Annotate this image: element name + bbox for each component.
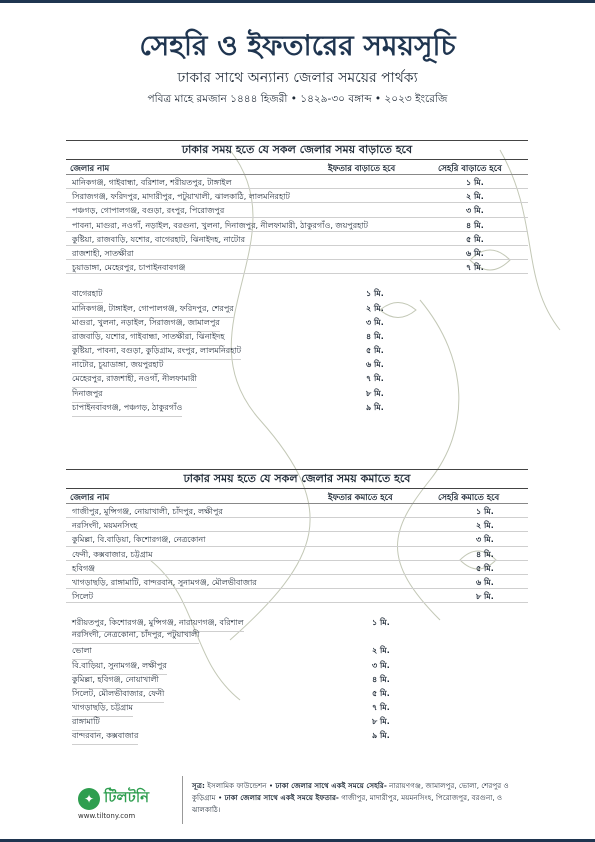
- iftar-add-list: [66, 286, 528, 414]
- page-subtitle: ঢাকার সাথে অন্যান্য জেলার সময়ের পার্থক্য: [177, 70, 418, 86]
- table-row: [66, 504, 528, 518]
- district-names: দিনাজপুর: [72, 388, 103, 403]
- list-item: [66, 357, 528, 371]
- list-item: [66, 643, 528, 657]
- district-names: খাগড়াছড়ি, চট্টগ্রাম: [72, 702, 133, 717]
- district-names: মানিকগঞ্জ, টাঙ্গাইল, গোপালগঞ্জ, ফরিদপুর, শেরপুর: [72, 303, 234, 318]
- minutes-value: ৪ মি.: [372, 674, 390, 684]
- district-names: সিরাজগঞ্জ, ফরিদপুর, মাদারীপুর, পটুয়াখালী, ঝালকাঠি, লালমনিরহাট: [72, 192, 290, 202]
- district-names: পাবনা, মাগুরা, নওগাঁ, নড়াইল, বরগুনা, খুলনা, দিনাজপুর, নীলফামারী, ঠাকুরগাঁও, জয়পুরহাট: [72, 220, 369, 230]
- col-district: জেলার নাম: [70, 163, 110, 173]
- district-names: বাগেরহাট: [72, 288, 103, 303]
- list-item: [66, 386, 528, 400]
- iftar-subtract-list: [66, 615, 528, 742]
- district-names-cont: নরসিংদী, নেত্রকোনা, চাঁদপুর, পটুয়াখালী: [72, 629, 199, 644]
- minutes-value: ৩ মি.: [476, 535, 494, 545]
- source-label: সূত্র:: [192, 781, 205, 790]
- minutes-value: ১ মি.: [476, 507, 494, 516]
- list-item: [66, 286, 528, 300]
- list-item: [66, 672, 528, 686]
- list-item: [66, 686, 528, 700]
- minutes-value: ৭ মি.: [366, 374, 384, 384]
- table-row: [66, 260, 528, 274]
- note1-text: নারায়ণগঞ্জ, জামালপুর, ভোলা, শেরপুর ও কুড়িগ্রাম: [192, 781, 509, 802]
- list-item: [66, 400, 528, 414]
- divider: [182, 776, 183, 824]
- minutes-value: ২ মি.: [476, 521, 494, 531]
- list-item: [66, 658, 528, 672]
- table-row: [66, 532, 528, 546]
- district-names: গাজীপুর, মুন্সিগঞ্জ, নোয়াখালী, চাঁদপুর, লক্ষীপুর: [72, 507, 223, 516]
- sehri-add-list: [66, 175, 528, 274]
- col-sehri: সেহরি কমাতে হবে: [438, 492, 500, 502]
- table-row: [66, 218, 528, 232]
- minutes-value: ২ মি.: [366, 303, 384, 313]
- district-names: খাগড়াছড়ি, রাঙ্গামাটি, বান্দরবান, সুনামগঞ্জ, মৌলভীবাজার: [72, 577, 257, 587]
- note1-label: ঢাকা জেলার সাথে একই সময়ে সেহরি-: [275, 781, 387, 790]
- minutes-value: ২ মি.: [372, 646, 390, 656]
- minutes-value: ৮ মি.: [476, 592, 494, 602]
- district-names: বান্দরবান, কক্সবাজার: [72, 730, 138, 745]
- table-row: [66, 203, 528, 217]
- date-line: পবিত্র মাহে রমজান ১৪৪৪ হিজরী • ১৪২৯-৩০ বঙ্গাব্দ • ২০২৩ ইংরেজি: [147, 93, 448, 105]
- district-names: কুষ্টিয়া, রাজবাড়ি, যশোর, বাগেরহাট, ঝিনাইদহ, নাটোর: [72, 234, 245, 244]
- minutes-value: ৫ মি.: [366, 346, 384, 356]
- list-item: [66, 343, 528, 357]
- district-names: চাপাইনবাবগঞ্জ, পঞ্চগড়, ঠাকুরগাঁও: [72, 402, 182, 417]
- footer: [0, 772, 595, 832]
- district-names: নাটোর, চুয়াডাঙ্গা, জয়পুরহাট: [72, 359, 163, 374]
- subtract-time-section: [66, 469, 528, 743]
- district-names: মাগুরা, খুলনা, নড়াইল, সিরাজগঞ্জ, জামালপুর: [72, 317, 220, 332]
- column-header-row: [66, 160, 528, 175]
- col-iftar: ইফতার কমাতে হবে: [328, 492, 393, 502]
- district-names: কুষ্টিয়া, পাবনা, বগুড়া, কুড়িগ্রাম, রংপুর, লালমনিরহাট: [72, 345, 241, 360]
- minutes-value: ৯ মি.: [372, 731, 390, 741]
- add-time-section: [66, 140, 528, 414]
- minutes-value: ৪ মি.: [476, 549, 494, 559]
- note2-label: ঢাকা জেলার সাথে একই সময়ে ইফতার-: [224, 793, 339, 802]
- minutes-value: ৫ মি.: [466, 234, 484, 244]
- list-item: [66, 329, 528, 343]
- minutes-value: ৬ মি.: [476, 577, 494, 587]
- list-item: [66, 728, 528, 742]
- minutes-value: ৪ মি.: [366, 331, 384, 341]
- district-names: কুমিল্লা, হবিগঞ্জ, নোয়াখালী: [72, 674, 159, 689]
- minutes-value: ১ মি.: [366, 289, 384, 299]
- minutes-value: ১ মি.: [372, 618, 390, 628]
- minutes-value: ৫ মি.: [476, 563, 494, 573]
- col-district: জেলার নাম: [70, 492, 110, 502]
- column-header-row: [66, 489, 528, 504]
- district-names: চুয়াডাঙ্গা, মেহেরপুর, চাপাইনবাবগঞ্জ: [72, 263, 186, 273]
- minutes-value: ২ মি.: [466, 192, 484, 202]
- list-item: [66, 371, 528, 385]
- logo-text: টিলটনি: [104, 788, 150, 806]
- source-note: সূত্র: ইসলামিক ফাউন্ডেশন • ঢাকা জেলার সাথে একই সময়ে সেহরি- নারায়ণগঞ্জ, জামালপুর, ভোলা, শেরপুর ও কুড়িগ্রাম • ঢাকা জেলার সাথে একই সময়ে ইফতার- গাজীপুর, মাদারীপুর, ময়মনসিংহ, পিরোজপুর, বরগুনা, ও ঝালকাঠি।: [192, 781, 509, 814]
- table-row: [66, 575, 528, 589]
- minutes-value: ৭ মি.: [372, 703, 390, 713]
- site-url[interactable]: www.tiltony.com: [78, 812, 136, 820]
- source-text: ইসলামিক ফাউন্ডেশন: [207, 781, 267, 790]
- list-item: [66, 615, 528, 643]
- district-names: রাজশাহী, সাতক্ষীরা: [72, 248, 134, 258]
- list-item: [66, 315, 528, 329]
- minutes-value: ৪ মি.: [466, 220, 484, 230]
- district-names: বি.বাড়িয়া, সুনামগঞ্জ, লক্ষীপুর: [72, 660, 167, 675]
- minutes-value: ৯ মি.: [366, 402, 384, 412]
- minutes-value: ৩ মি.: [366, 317, 384, 327]
- table-row: [66, 175, 528, 189]
- page-title: সেহরি ও ইফতারের সময়সূচি: [139, 29, 456, 62]
- table-row: [66, 561, 528, 575]
- minutes-value: ৭ মি.: [466, 263, 484, 273]
- district-names: শরীয়তপুর, কিশোরগঞ্জ, মুন্সিগঞ্জ, নারায়ণগঞ্জ, বরিশাল: [72, 617, 244, 632]
- table-row: [66, 589, 528, 603]
- district-names: পঞ্চগড়, গোপালগঞ্জ, বগুড়া, রংপুর, পিরোজপুর: [72, 206, 225, 216]
- district-names: ভোলা: [72, 645, 92, 660]
- district-names: ফেনী, কক্সবাজার, চট্টগ্রাম: [72, 549, 153, 559]
- district-names: মেহেরপুর, রাজশাহী, নওগাঁ, নীলফামারী: [72, 373, 197, 388]
- table-row: [66, 246, 528, 260]
- table-row: [66, 547, 528, 561]
- list-item: [66, 714, 528, 728]
- minutes-value: ৮ মি.: [372, 717, 390, 727]
- district-names: সিলেট, মৌলভীবাজার, ফেনী: [72, 688, 164, 703]
- district-names: সিলেট: [72, 592, 94, 602]
- minutes-value: ৬ মি.: [466, 248, 484, 258]
- sehri-subtract-list: [66, 504, 528, 603]
- minutes-value: ৩ মি.: [372, 660, 390, 670]
- district-names: কুমিল্লা, বি.বাড়িয়া, কিশোরগঞ্জ, নেত্রকোনা: [72, 535, 206, 545]
- table-row: [66, 232, 528, 246]
- section-heading: ঢাকার সময় হতে যে সকল জেলার সময় কমাতে হবে: [66, 469, 528, 489]
- minutes-value: ১ মি.: [466, 178, 484, 187]
- brand-logo[interactable]: [78, 786, 149, 811]
- list-item: [66, 301, 528, 315]
- note2-text: গাজীপুর, মাদারীপুর, ময়মনসিংহ, পিরোজপুর, বরগুনা, ও ঝালকাঠি।: [192, 793, 503, 814]
- minutes-value: ৮ মি.: [366, 388, 384, 398]
- minutes-value: ৬ মি.: [366, 360, 384, 370]
- minutes-value: ৫ মি.: [372, 688, 390, 698]
- lamp-icon: ✦: [78, 788, 100, 810]
- district-names: রাঙ্গামাটি: [72, 716, 100, 731]
- table-row: [66, 189, 528, 203]
- district-names: হবিগঞ্জ: [72, 563, 96, 573]
- district-names: মানিকগঞ্জ, গাইবান্ধা, বরিশাল, শরীয়তপুর, টাঙ্গাইল: [72, 178, 232, 187]
- district-names: নরসিংদী, ময়মনসিংহ: [72, 521, 138, 531]
- col-sehri: সেহরি বাড়াতে হবে: [438, 163, 502, 173]
- list-item: [66, 700, 528, 714]
- col-iftar: ইফতার বাড়াতে হবে: [328, 163, 396, 173]
- section-heading: ঢাকার সময় হতে যে সকল জেলার সময় বাড়াতে হবে: [66, 140, 528, 160]
- table-row: [66, 518, 528, 532]
- district-names: রাজবাড়ি, যশোর, গাইবান্ধা, সাতক্ষীরা, ঝিনাইদহ: [72, 331, 225, 346]
- minutes-value: ৩ মি.: [466, 206, 484, 216]
